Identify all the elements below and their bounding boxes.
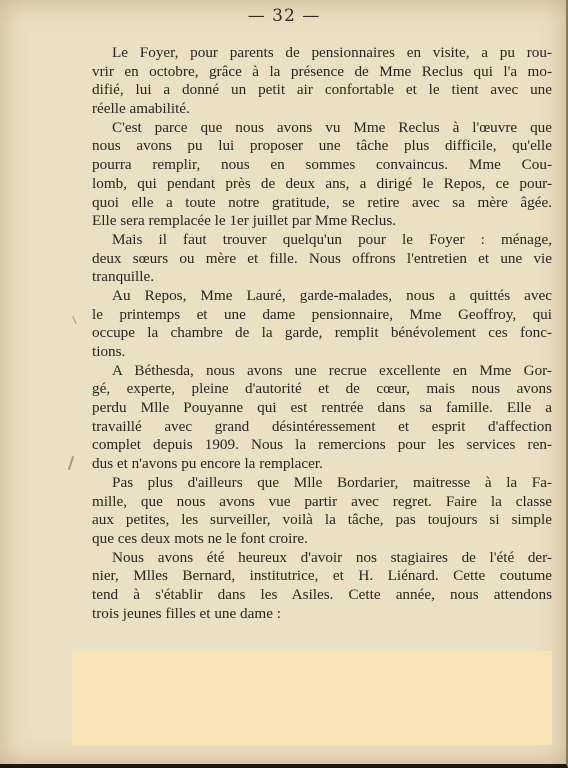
text-line: A Béthesda, nous avons une recrue excellente en Mme Gor- — [112, 361, 552, 379]
margin-mark — [68, 456, 74, 470]
page-number: — 32 — — [247, 6, 321, 26]
text-line: deux sœurs ou mère et fille. Nous offrons l'entretien et une vie — [92, 249, 552, 267]
text-line: nous avons pu lui proposer une tâche plus difficile, qu'elle — [92, 137, 552, 155]
margin-mark — [72, 316, 76, 324]
text-line: pourra remplir, nous en sommes convaincus. Mme Cou- — [92, 156, 552, 174]
blank-box — [72, 651, 552, 745]
text-line: aux petites, les surveiller, voilà la tâche, pas toujours si simple — [92, 511, 552, 529]
text-line: Pas plus d'ailleurs que Mlle Bordarier, maitresse à la Fa- — [112, 473, 552, 491]
text-line: mille, que nous avons vue partir avec regret. Faire la classe — [92, 492, 552, 510]
text-line: dus et n'avons pu encore la remplacer. — [92, 455, 323, 473]
text-line: Elle sera remplacée le 1er juillet par Mme Reclus. — [92, 212, 397, 230]
text-line: quoi elle a toute notre gratitude, se retire avec sa mère âgée. — [92, 193, 552, 211]
text-line: occupe la chambre de la garde, remplit bénévolement ces fonc- — [92, 324, 552, 342]
text-line: que ces deux mots ne le font croire. — [92, 529, 308, 547]
text-line: perdu Mlle Pouyanne qui est rentrée dans sa famille. Elle a — [92, 399, 552, 417]
text-line: complet depuis 1909. Nous la remercions pour les services ren- — [92, 436, 552, 454]
text-line: tend à s'établir dans les Asiles. Cette année, nous attendons — [92, 585, 552, 603]
text-line: Nous avons été heureux d'avoir nos stagiaires de l'été der- — [112, 548, 552, 566]
text-line: travaillé avec grand désintéressement et esprit d'affection — [92, 417, 552, 435]
text-line: difié, lui a donné un petit air confortable et le tient avec une — [92, 81, 552, 99]
text-line: nier, Mlles Bernard, institutrice, et H. Liénard. Cette coutume — [92, 567, 552, 585]
text-line: Mais il faut trouver quelqu'un pour le Foyer : ménage, — [112, 230, 552, 248]
text-line: le printemps et une dame pensionnaire, Mme Geoffroy, qui — [92, 305, 552, 323]
text-line: tranquille. — [92, 268, 154, 286]
text-line: lomb, qui pendant près de deux ans, a dirigé le Repos, ce pour- — [92, 174, 552, 192]
text-line: tions. — [92, 343, 126, 360]
text-line: gé, experte, pleine d'autorité et de cœur, mais nous avons — [92, 380, 552, 398]
body-text — [92, 44, 552, 623]
text-line: vrir en octobre, grâce à la présence de Mme Reclus qui l'a mo- — [92, 62, 552, 80]
text-line: Le Foyer, pour parents de pensionnaires en visite, a pu rou- — [112, 44, 552, 61]
text-line: Au Repos, Mme Lauré, garde-malades, nous a quittés avec — [112, 286, 552, 304]
text-line: réelle amabilité. — [92, 100, 190, 118]
text-line: trois jeunes filles et une dame : — [92, 604, 281, 622]
text-line: C'est parce que nous avons vu Mme Reclus à l'œuvre que — [112, 118, 552, 136]
